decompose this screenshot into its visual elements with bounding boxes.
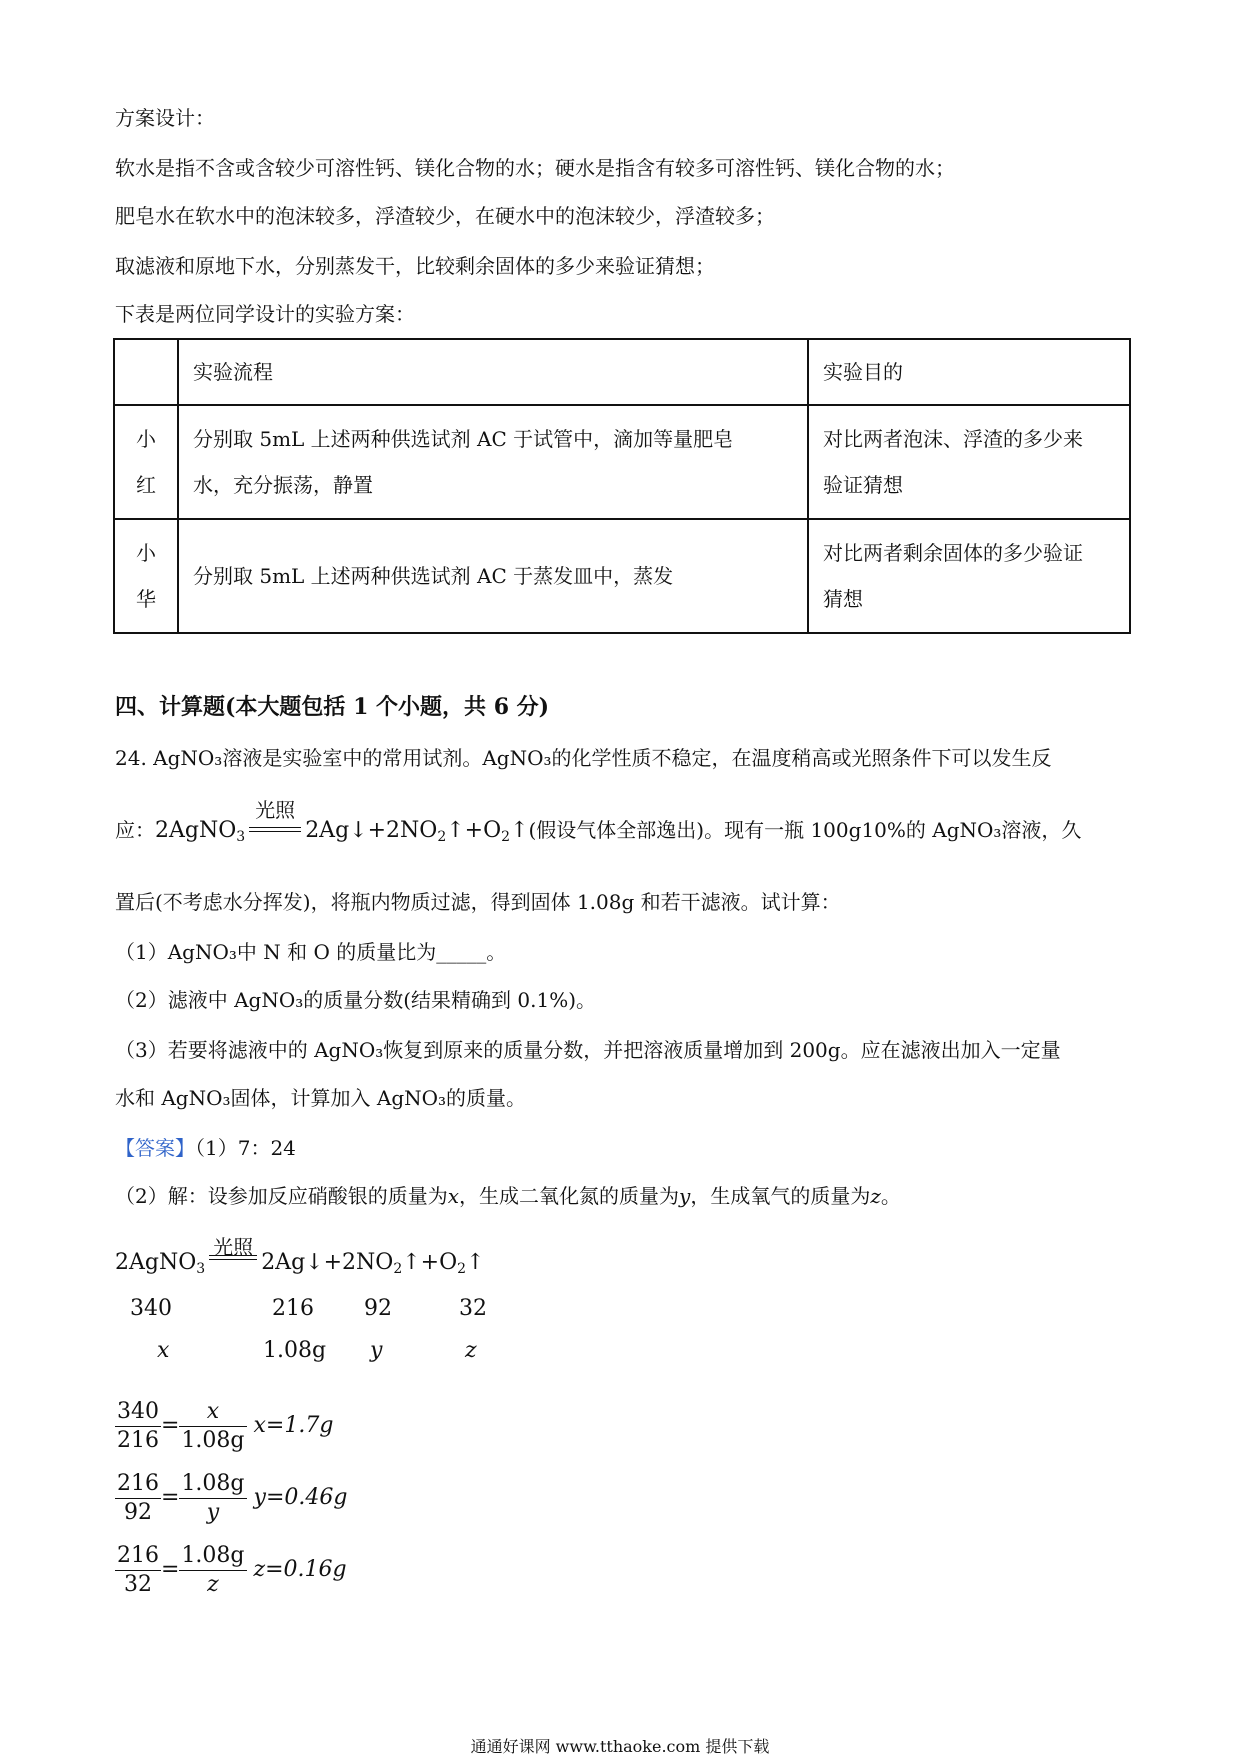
denominator: z [207, 1571, 219, 1597]
mass-value: 92 [364, 1296, 392, 1321]
mass-value: 216 [272, 1296, 314, 1321]
student-name [114, 405, 178, 519]
name-char: 华 [136, 587, 156, 611]
numerator: 216 [115, 1542, 161, 1571]
table-row [114, 519, 1130, 633]
variable: x [447, 1184, 460, 1208]
answer-line [115, 1138, 296, 1158]
text-line: 取滤液和原地下水，分别蒸发干，比较剩余固体的多少来验证猜想； [115, 254, 715, 278]
unknown-row [115, 1338, 615, 1368]
variable: y [679, 1184, 691, 1208]
experiment-table [113, 338, 1131, 634]
table-row [114, 405, 1130, 519]
answer-text: ，生成氧气的质量为 [690, 1184, 871, 1208]
page-footer: 通通好课网 www.tthaoke.com 提供下载 [470, 1737, 770, 1756]
subscript: 2 [437, 828, 447, 845]
name-char: 小 [136, 427, 156, 451]
answer-text: （1）7：24 [195, 1136, 296, 1160]
fraction [115, 1542, 161, 1598]
table-header: 实验流程 [178, 339, 808, 405]
reaction-line [115, 797, 1082, 845]
proportion: $\frac{216}{92}$ = $\frac{1.08g}{y}$ y=0.46g [117, 1471, 348, 1525]
text-line: 软水是指不含或含较少可溶性钙、镁化合物的水；硬水是指含有较多可溶性钙、镁化合物的水； [115, 156, 955, 180]
condition-label: 光照 [255, 797, 296, 822]
purpose-line: 验证猜想 [823, 473, 903, 497]
mass-value: 340 [130, 1296, 172, 1321]
formula-left: 2AgNO [115, 1250, 197, 1275]
reaction-end: ↑ [510, 818, 529, 843]
purpose-cell [808, 405, 1130, 519]
text-fragment: (假设气体全部逸出)。现有一瓶 100g10%的 AgNO₃溶液，久 [528, 818, 1082, 842]
formula-end: ↑ [466, 1250, 485, 1275]
denominator: 32 [124, 1571, 152, 1597]
numerator: x [179, 1398, 246, 1427]
purpose-cell [808, 519, 1130, 633]
answer-text: （2）解：设参加反应硝酸银的质量为 [115, 1184, 448, 1208]
sub-question: （2）滤液中 AgNO₃的质量分数(结果精确到 0.1%)。 [115, 988, 597, 1012]
text-fragment: 应： [115, 818, 155, 842]
numerator: 1.08g [179, 1542, 246, 1571]
process-cell [178, 405, 808, 519]
unknown-value: z [465, 1338, 477, 1363]
purpose-line: 对比两者泡沫、浮渣的多少来 [823, 427, 1083, 451]
answer-line [115, 1186, 901, 1206]
process-line: 分别取 5mL 上述两种供选试剂 AC 于蒸发皿中，蒸发 [193, 564, 674, 588]
unknown-value: 1.08g [263, 1338, 327, 1363]
numerator: 1.08g [179, 1470, 246, 1499]
variable: z [870, 1184, 881, 1208]
result: z=0.16g [253, 1557, 347, 1582]
numerator: 340 [115, 1398, 161, 1427]
proportion: $\frac{340}{216}$ = $\frac{x}{1.08g}$ x=1.7g [117, 1399, 334, 1453]
condition-label: 光照 [213, 1235, 254, 1259]
fraction [115, 1398, 161, 1454]
proportion: $\frac{216}{32}$ = $\frac{1.08g}{z}$ z=0.16g [117, 1543, 347, 1597]
formula-o2: ↑+O [402, 1250, 458, 1275]
reaction-right: 2Ag↓+2NO [305, 818, 438, 843]
answer-tag: 【答案】 [115, 1136, 195, 1160]
process-cell [178, 519, 808, 633]
unknown-value: y [370, 1338, 383, 1363]
student-name [114, 519, 178, 633]
denominator: 1.08g [181, 1427, 245, 1453]
process-line: 水，充分振荡，静置 [193, 473, 373, 497]
fraction [179, 1542, 246, 1598]
denominator: 216 [117, 1427, 159, 1453]
denominator: y [206, 1499, 220, 1525]
fraction [179, 1398, 246, 1454]
numerator: 216 [115, 1470, 161, 1499]
reaction-left: 2AgNO [155, 818, 237, 843]
result: y=0.46g [253, 1485, 348, 1510]
section-title: 四、计算题(本大题包括 1 个小题，共 6 分) [115, 694, 550, 720]
question-text: 24. AgNO₃溶液是实验室中的常用试剂。AgNO₃的化学性质不稳定，在温度稍高或光照条件下可以发生反 [115, 746, 1052, 770]
subscript: 2 [457, 1260, 467, 1277]
sub-question: 水和 AgNO₃固体，计算加入 AgNO₃的质量。 [115, 1086, 527, 1110]
section-heading: 方案设计： [115, 106, 215, 130]
subscript: 3 [236, 828, 246, 845]
reaction-condition [247, 797, 303, 842]
purpose-line: 对比两者剩余固体的多少验证 [823, 541, 1083, 565]
process-line: 分别取 5mL 上述两种供选试剂 AC 于试管中，滴加等量肥皂 [193, 427, 734, 451]
subscript: 2 [501, 828, 511, 845]
table-header [114, 339, 178, 405]
answer-text: 。 [880, 1184, 901, 1208]
fraction [179, 1470, 246, 1526]
sub-question: （1）AgNO₃中 N 和 O 的质量比为_____。 [115, 940, 507, 964]
result: x=1.7g [253, 1413, 334, 1438]
sub-question: （3）若要将滤液中的 AgNO₃恢复到原来的质量分数，并把溶液质量增加到 200g。应在滤液出加入一定量 [115, 1038, 1061, 1062]
text-line: 下表是两位同学设计的实验方案： [115, 302, 415, 326]
name-char: 红 [136, 473, 156, 497]
question-text: 置后(不考虑水分挥发)，将瓶内物质过滤，得到固体 1.08g 和若干滤液。试计算： [115, 890, 841, 914]
table-header: 实验目的 [808, 339, 1130, 405]
answer-text: ，生成二氧化氮的质量为 [459, 1184, 680, 1208]
text-line: 肥皂水在软水中的泡沫较多，浮渣较少，在硬水中的泡沫较少，浮渣较多； [115, 204, 775, 228]
mass-value: 32 [459, 1296, 487, 1321]
subscript: 3 [196, 1260, 206, 1277]
subscript: 2 [393, 1260, 403, 1277]
formula-right: 2Ag↓+2NO [261, 1250, 394, 1275]
table-header-row [114, 339, 1130, 405]
equation-condition [207, 1235, 259, 1273]
equation-formula [115, 1235, 485, 1277]
purpose-line: 猜想 [823, 587, 863, 611]
denominator: 92 [124, 1499, 152, 1525]
name-char: 小 [136, 541, 156, 565]
reaction-o2: ↑+O [446, 818, 502, 843]
fraction [115, 1470, 161, 1526]
mass-row [115, 1296, 615, 1326]
unknown-value: x [157, 1338, 170, 1363]
